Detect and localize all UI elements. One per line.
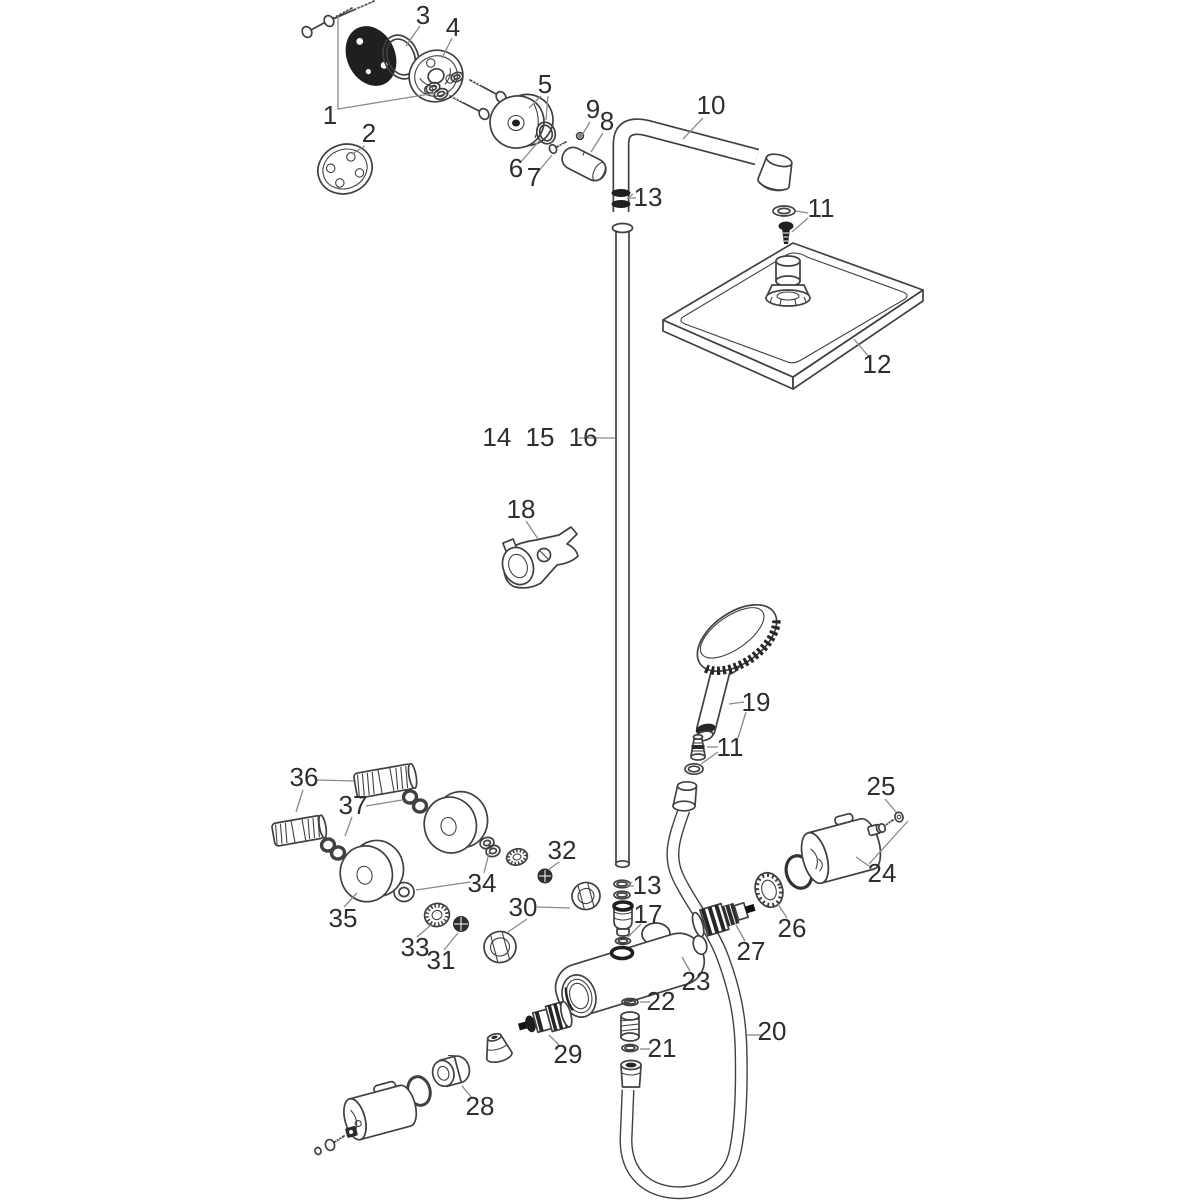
part-label-26: 26 [777, 913, 807, 943]
part-18-shower-holder [497, 527, 578, 589]
part-label-1: 1 [322, 100, 338, 130]
part-label-17: 17 [633, 899, 663, 929]
part-label-9: 9 [585, 94, 601, 124]
part-label-7: 7 [526, 162, 542, 192]
part-label-21: 21 [647, 1033, 677, 1063]
part-label-33: 33 [400, 932, 430, 962]
part-label-19: 19 [741, 687, 771, 717]
part-29-cartridge [516, 1001, 574, 1040]
part-label-6: 6 [508, 153, 524, 183]
part-11-hand-filter-washer [685, 735, 705, 774]
part-17-o-ring [616, 938, 631, 945]
part-8-wall-connector [559, 144, 610, 184]
part-27-cartridge [690, 894, 759, 938]
part-31-check-valve [453, 916, 469, 932]
part-label-10: 10 [696, 90, 726, 120]
part-28-adapter [429, 1051, 472, 1089]
part-label-11-top: 11 [807, 193, 835, 223]
part-19-hand-shower [686, 591, 789, 742]
part-21-connector-washer [621, 1012, 639, 1052]
part-30-union-nut-left [481, 928, 520, 966]
part-label-13-arm: 13 [633, 182, 663, 212]
part-36-union-lower [271, 815, 327, 847]
part-label-18: 18 [506, 494, 536, 524]
part-1-wall-plate [336, 18, 406, 94]
part-label-8: 8 [599, 106, 615, 136]
part-label-30: 30 [508, 892, 538, 922]
part-32-filter-valve [505, 847, 553, 884]
part-label-5: 5 [537, 69, 553, 99]
adapter-cone [481, 1031, 513, 1065]
part-label-25: 25 [866, 771, 896, 801]
part-label-12: 12 [862, 349, 892, 379]
part-label-2: 2 [361, 118, 377, 148]
part-37-seals-upper [402, 790, 428, 814]
part-label-11-hand: 11 [716, 732, 744, 762]
part-37-seals-lower [320, 838, 346, 861]
part-label-32: 32 [547, 835, 577, 865]
part-label-23: 23 [681, 966, 711, 996]
part-11-top-washer-screw [773, 206, 795, 244]
part-33-filter [422, 901, 452, 930]
part-label-24: 24 [867, 858, 897, 888]
part-label-28: 28 [465, 1091, 495, 1121]
bottom-screws [314, 1126, 358, 1156]
part-label-37: 37 [338, 790, 368, 820]
part-label-31: 31 [426, 945, 456, 975]
part-14-15-16-riser-pipe [613, 224, 633, 868]
part-label-36: 36 [289, 762, 319, 792]
riser-connector [614, 902, 632, 936]
part-30-union-nut-right [569, 879, 603, 912]
part-label-22: 22 [646, 986, 676, 1016]
part-label-29: 29 [553, 1039, 583, 1069]
hose-end-cap [621, 1061, 641, 1088]
hose-connector-cone [673, 782, 697, 811]
part-label-34: 34 [467, 868, 497, 898]
part-label-4: 4 [445, 12, 461, 42]
part-label-20: 20 [757, 1016, 787, 1046]
part-label-35: 35 [328, 903, 358, 933]
part-label-13-valve: 13 [632, 870, 662, 900]
part-label-14-15-16: 14 15 16 [482, 422, 598, 452]
part-label-27: 27 [736, 936, 766, 966]
part-label-3: 3 [415, 0, 431, 30]
part-13-valve-rings [614, 880, 630, 899]
part-35-escutcheon [334, 836, 409, 907]
